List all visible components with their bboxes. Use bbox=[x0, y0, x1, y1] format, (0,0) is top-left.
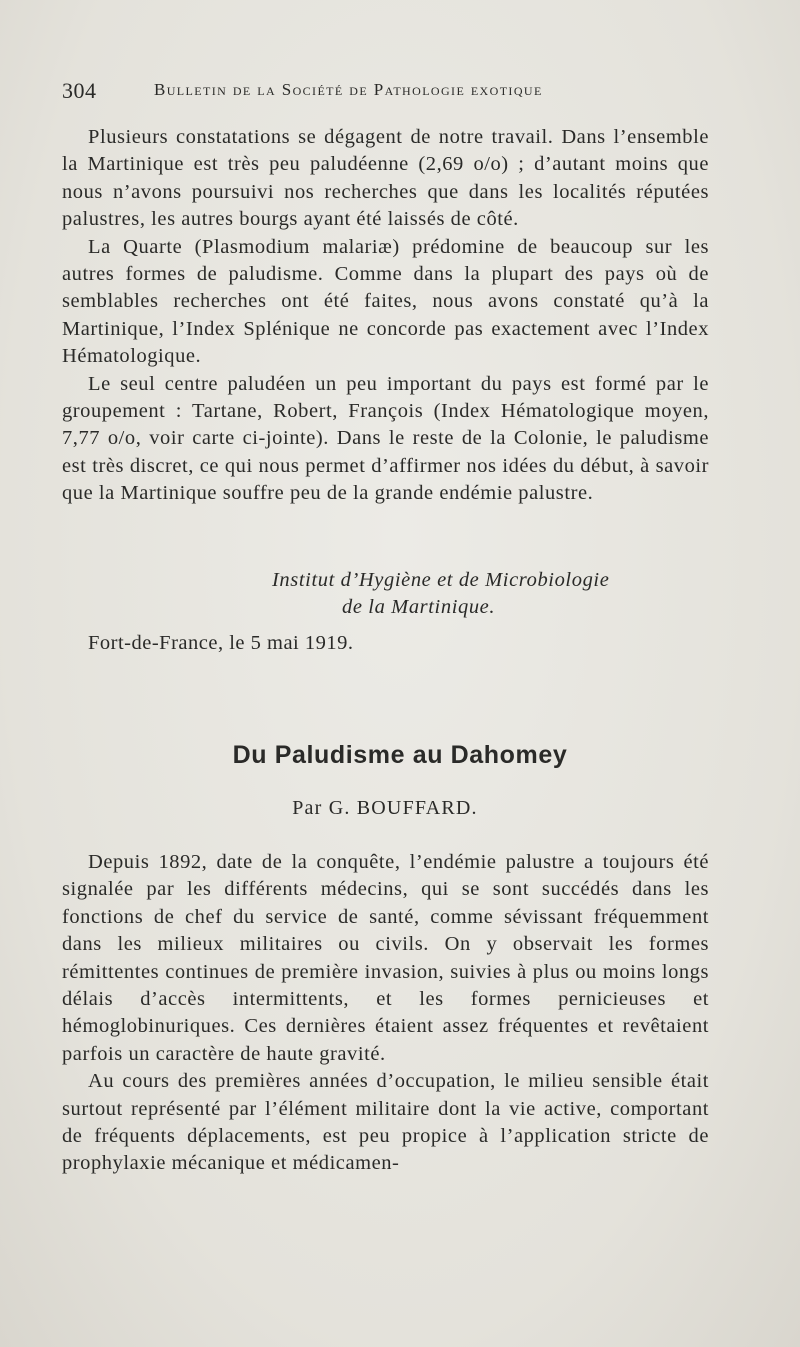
article-byline: Par G. BOUFFARD. bbox=[292, 797, 478, 819]
paragraph: Le seul centre paludéen un peu important du pays est formé par le groupement : Tartane, Robert, François (Index Hématologique moyen, 7,77 o/o, voir carte ci-jointe). Dans le reste de la Colonie, le paludisme est très discret, ce qui nous permet d’affirmer nos idées du début, à savoir que la Martinique souffre peu de la grande endémie palustre. bbox=[62, 372, 709, 505]
body-text-section-2 bbox=[62, 849, 709, 1178]
page-header bbox=[62, 78, 752, 108]
signature-line: de la Martinique. bbox=[342, 596, 496, 618]
signature-block bbox=[62, 567, 709, 621]
body-text-section-1 bbox=[62, 124, 709, 508]
page-number: 304 bbox=[62, 78, 97, 103]
paragraph: La Quarte (Plasmodium malariæ) prédomine de beaucoup sur les autres formes de paludisme. Comme dans la plupart des pays où de semblables recherches ont été faites, nous avons constaté qu’à la Martinique, l’Index Splénique ne concorde pas exactement avec l’Index Hématologique. bbox=[62, 235, 709, 368]
running-head: Bulletin de la Société de Pathologie exotique bbox=[154, 80, 543, 99]
paragraph: Au cours des premières années d’occupation, le milieu sensible était surtout représenté par l’élément militaire dont la vie active, comportant de fréquents déplacements, est peu propice à l’application stricte de prophylaxie mécanique et médicamen- bbox=[62, 1070, 709, 1175]
place-date: Fort-de-France, le 5 mai 1919. bbox=[88, 632, 354, 654]
paragraph: Depuis 1892, date de la conquête, l’endémie palustre a toujours été signalée par les différents médecins, qui se sont succédés dans les fonctions de chef du service de santé, comme sévissant fréquemment dans les milieux militaires ou civils. On y observait les formes rémittentes continues de première invasion, suivies à plus ou moins longs délais d’accès intermittents, et les formes pernicieuses et hémoglobinuriques. Ces dernières étaient assez fréquentes et revêtaient parfois un caractère de haute gravité. bbox=[62, 851, 709, 1065]
article-title: Du Paludisme au Dahomey bbox=[232, 741, 568, 769]
paragraph: Plusieurs constatations se dégagent de notre travail. Dans l’ensemble la Martinique est très peu paludéenne (2,69 o/o) ; d’autant moins que nous n’avons poursuivi nos recherches que dans les localités réputées palustres, les autres bourgs ayant été laissés de côté. bbox=[62, 126, 709, 231]
signature-line: Institut d’Hygiène et de Microbiologie bbox=[272, 569, 610, 591]
